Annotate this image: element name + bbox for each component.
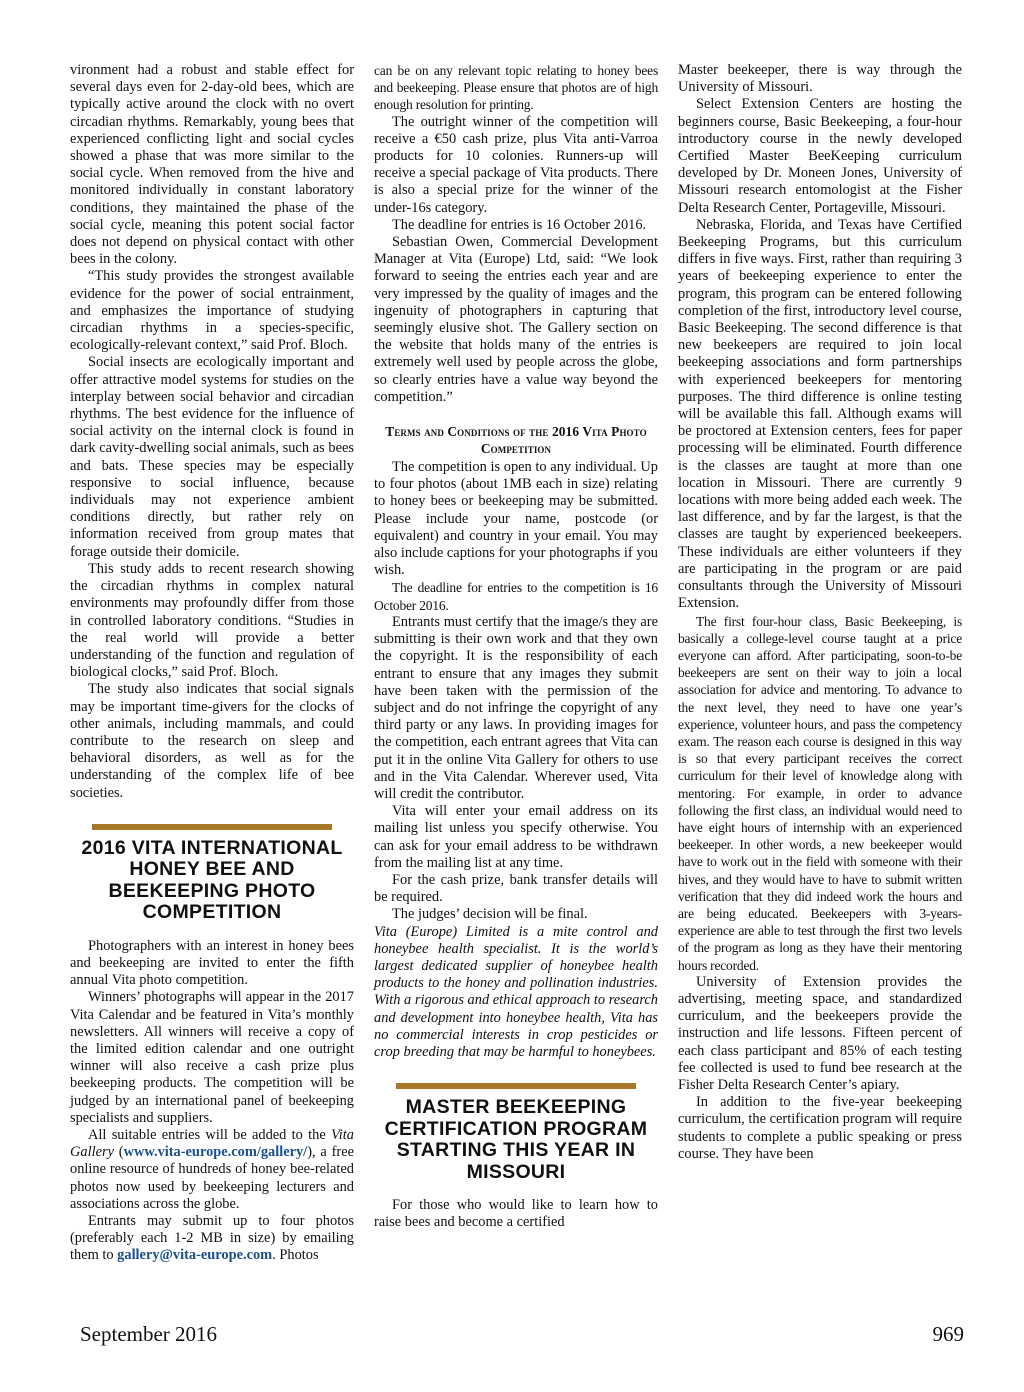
paragraph: Nebraska, Florida, and Texas have Certified Beekeeping Programs, but this curriculum differs in five ways. First, rather than requiring 3 years of beekeeping experience to enter the program, this program can be entered following completion of the first, introductory level course, Basic Beekeeping. The second difference is that new beekeepers are required to join local beekeeping associations and form partnerships with experienced beekeepers for mentoring purposes. The third difference is online testing will be available this fall. Although exams will be proctored at Extension centers, fees for paper processing will be eliminated. Fourth difference is the classes are taught at more than one location in Missouri. There are currently 9 locations with more being added each week. The last difference, and by far the largest, is that the classes are taught by experienced beekeepers. These individuals are either volunteers if they are participating in the program or are paid consultants through the University of Missouri Extension. xyxy=(678,216,962,612)
email-link[interactable]: gallery@vita-europe.com xyxy=(117,1247,273,1264)
paragraph: Select Extension Centers are hosting the beginners course, Basic Beekeeping, a four-hour introductory course in the newly developed Certified Master BeeKeeping curriculum developed by Dr. Moneen Jones, University of Missouri research entomologist at the Fisher Delta Research Center, Portageville, Missouri. xyxy=(678,96,962,216)
column-1 xyxy=(70,62,354,1265)
paragraph: Vita will enter your email address on its mailing list unless you specify otherwise. You can ask for your email address to be withdrawn from the mailing list at any time. xyxy=(374,803,658,871)
paragraph: The judges’ decision will be final. xyxy=(392,906,588,923)
text-run: ( xyxy=(113,1144,124,1161)
text-run: All suitable entries will be added to the xyxy=(88,1126,332,1143)
section-heading: MASTER BEEKEEPING CERTIFICATION PROGRAM STARTING THIS YEAR IN MISSOURI xyxy=(384,1096,648,1183)
section-divider xyxy=(396,1083,636,1089)
paragraph: Winners’ photographs will appear in the 2017 Vita Calendar and be featured in Vita’s monthly newsletters. All winners will receive a copy of the limited edition calendar and one outright winner will also receive a cash prize plus beekeeping products. The competition will be judged by an international panel of beekeeping specialists and suppliers. xyxy=(70,989,354,1126)
paragraph: Sebastian Owen, Commercial Development Manager at Vita (Europe) Ltd, said: “We look forward to seeing the entries each year and are very impressed by the quality of images and the ingenuity of photographers in capturing that seemingly elusive shot. The Gallery section on the website that holds many of the entries is extremely well used by people across the globe, so clearly entries have a value way beyond the competition.” xyxy=(374,234,658,405)
paragraph: “This study provides the strongest available evidence for the power of social entrainment, and emphasizes the importance of studying circadian rhythms in a species-specific, ecologically-relevant context,” said Prof. Bloch. xyxy=(70,268,354,354)
section-heading: 2016 VITA INTERNATIONAL HONEY BEE AND BEEKEEPING PHOTO COMPETITION xyxy=(81,836,343,924)
issue-date: September 2016 xyxy=(80,1322,218,1346)
paragraph: The deadline for entries is 16 October 2016. xyxy=(392,216,647,233)
company-statement: Vita (Europe) Limited is a mite control and honeybee health specialist. It is the world’s largest dedicated supplier of honeybee health products to the honey and pollination industries. With a rigorous and ethical approach to research and development into honeybee health, Vita has no commercial interests in crop pesticides or crop breeding that may be harmful to honeybees. xyxy=(374,923,658,1060)
text-run: Entrants may submit up to four photos (preferably each 1-2 MB in size) by emailing them to xyxy=(70,1212,354,1264)
column-3 xyxy=(678,62,962,1163)
paragraph: The deadline for entries to the competition is 16 October 2016. xyxy=(374,580,658,613)
article-page xyxy=(70,62,962,1312)
paragraph: For those who would like to learn how to raise bees and become a certified xyxy=(374,1197,658,1231)
paragraph: The outright winner of the competition will receive a €50 cash prize, plus Vita anti-Varroa products for 10 colonies. Runners-up will receive a special package of Vita products. There is also a special prize for the winner of the under-16s category. xyxy=(374,113,658,216)
paragraph: vironment had a robust and stable effect for several days even for 2-day-old bees, which are typically active around the clock with no overt circadian rhythms. Remarkably, young bees that experienced conflicting light and social cycles showed a phase that was more similar to the social cycle. When removed from the hive and monitored individually in constant laboratory conditions, they maintained the phase of the social cycle, meaning this potent social factor does not depend on physical contact with other bees in the colony. xyxy=(70,62,354,268)
subsection-heading: Terms and Conditions of the 2016 Vita Photo Competition xyxy=(385,424,647,456)
paragraph: can be on any relevant topic relating to honey bees and beekeeping. Please ensure that photos are of high enough resolution for printing. xyxy=(374,63,658,113)
paragraph: For the cash prize, bank transfer details will be required. xyxy=(374,871,658,906)
paragraph: The competition is open to any individual. Up to four photos (about 1MB each in size) relating to honey bees or beekeeping may be submitted. Please include your name, postcode (or equivalent) and country in your email. You may also include captions for your photographs if you wish. xyxy=(374,459,658,579)
paragraph: In addition to the five-year beekeeping curriculum, the certification program will require students to complete a public speaking or press course. They have been xyxy=(678,1094,962,1162)
column-2 xyxy=(374,62,658,1232)
text-run: . Photos xyxy=(272,1247,319,1264)
paragraph: The first four-hour class, Basic Beekeeping, is basically a college-level course taught at a price everyone can afford. After participating, soon-to-be beekeepers are sent on their way to join a local association for advice and mentoring. To advance to the next level, they need to have one year’s experience, volunteer hours, and pass the competency exam. The reason each course is designed in this way is so that every participant receives the correct curriculum for their level of knowledge along with mentoring. For example, in order to advance following the first class, an individual would need to have eight hours of internship with an experienced beekeeper. In other words, a new beekeeper would have to work out in the field with someone with their hives, and they would have to have to submit written verification that they did indeed work the hours and are being educated. Beekeepers with 3-years-experience are able to test through the first two levels of the program as long as they have their mentoring hours recorded. xyxy=(678,613,962,973)
page-number: 969 xyxy=(932,1322,964,1346)
paragraph: University of Extension provides the advertising, meeting space, and standardized curriculum, and the beekeepers provide the instruction and life lessons. Fifteen percent of each class participant and 85% of each testing fee collected is used to fund bee research at the Fisher Delta Research Center’s apiary. xyxy=(678,973,962,1093)
section-divider xyxy=(92,824,332,830)
paragraph: Social insects are ecologically important and offer attractive model systems for studies on the interplay between social behavior and circadian rhythms. The best evidence for the influence of social activity on the internal clock is found in dark cavity-dwelling social animals, such as bees and bats. These species may be especially responsive to social influence, because individuals may not experience ambient conditions directly, but rather rely on information received from group mates that forage outside their domicile. xyxy=(70,354,354,560)
paragraph: Photographers with an interest in honey bees and beekeeping are invited to enter the fifth annual Vita photo competition. xyxy=(70,937,354,989)
paragraph xyxy=(70,1213,354,1265)
paragraph xyxy=(70,1127,354,1213)
text-run: ), a free online resource of hundreds of honey bee-related photos now used by beekeeping lecturers and associations across the globe. xyxy=(70,1144,354,1212)
paragraph: Entrants must certify that the image/s they are submitting is their own work and that they own the copyright. It is the responsibility of each entrant to ensure that any images they submit have been taken with the permission of the subject and do not infringe the copyright of any third party or any laws. In providing images for the competition, each entrant agrees that Vita can put it in the online Vita Gallery for others to use and in the Vita Calendar. Wherever used, Vita will credit the contributor. xyxy=(374,613,658,802)
paragraph: Master beekeeper, there is way through the University of Missouri. xyxy=(678,62,962,96)
gallery-link[interactable]: www.vita-europe.com/gallery/ xyxy=(123,1144,308,1161)
paragraph: The study also indicates that social signals may be important time-givers for the clocks of other animals, including mammals, and could contribute to the research on sleep and behavioral disorders, as well as for the understanding of the complex life of bee societies. xyxy=(70,681,354,801)
text-run-italic: Vita Gallery xyxy=(70,1126,354,1161)
paragraph: This study adds to recent research showing the circadian rhythms in complex natural environments may profoundly differ from those in controlled laboratory conditions. “Studies in the real world will provide a better understanding of the function and regulation of biological clocks,” said Prof. Bloch. xyxy=(70,560,354,681)
